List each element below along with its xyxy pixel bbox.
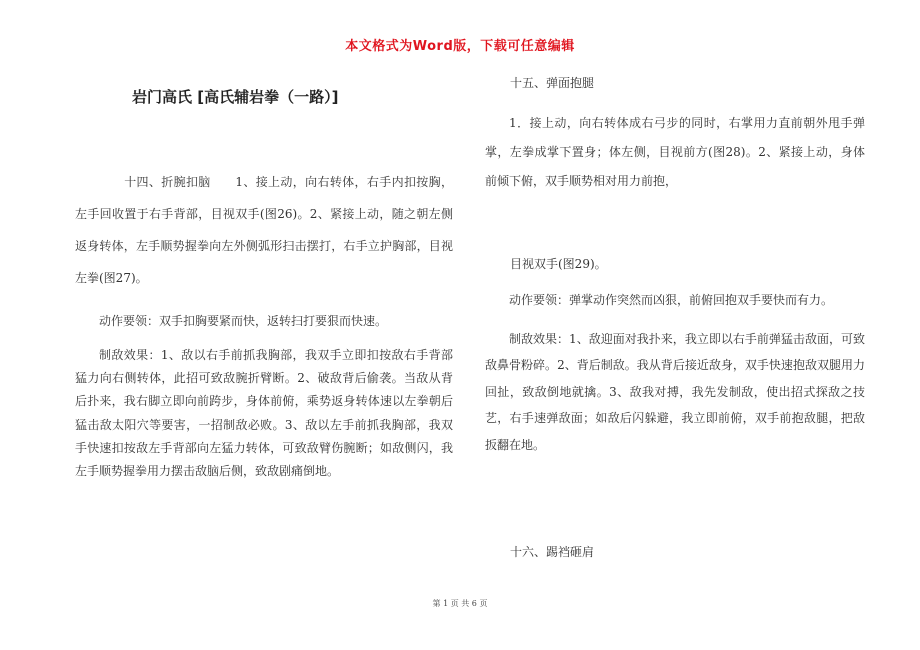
key-points-paragraph-right: 动作要领：弹掌动作突然而凶狠，前俯回抱双手要快而有力。 — [509, 293, 834, 307]
section-15-paragraph: 1．接上动，向右转体成右弓步的同时，右掌用力直前朝外甩手弹掌，左拳成掌下置身；体左侧，目视前方(图28)。2、紧接上动，身体前倾下俯，双手顺势相对用力前抱， — [485, 116, 865, 188]
combat-effect-paragraph-right: 制敌效果：1、敌迎面对我扑来，我立即以右手前弹猛击敌面，可致敌鼻骨粉碎。2、背后制敌。我从背后接近敌身，双手快速抱敌双腿用力回扯，致敌倒地就擒。3、敌我对搏，我先发制敌，使出招式探敌之技艺，右手速弹敌面；如敌后闪躲避，我立即前俯，双手前抱敌腿，把敌扳翻在地。 — [485, 332, 865, 452]
document-title: 岩门高氏 [高氏辅岩拳（一路）] — [132, 88, 339, 106]
section-16-heading: 十六、踢裆砸肩 — [510, 545, 595, 559]
key-points-paragraph: 动作要领：双手扣胸要紧而快，返转扫打要狠而快速。 — [99, 314, 388, 328]
eyes-on-hands-paragraph: 目视双手(图29)。 — [510, 257, 607, 271]
section-14-paragraph: 十四、折腕扣脑 1、接上动，向右转体，右手内扣按胸，左手回收置于右手背部，目视双手(图26)。2、紧接上动，随之朝左侧返身转体，左手顺势握拳向左外侧弧形扫击摆打，右手立护胸部，目视左拳(图27)。 — [75, 175, 453, 285]
page-number: 第 1 页 共 6 页 — [432, 599, 488, 608]
combat-effect-paragraph: 制敌效果：1、敌以右手前抓我胸部，我双手立即扣按敌右手背部猛力向右侧转体，此招可致敌腕折臂断。2、破敌背后偷袭。当敌从背后扑来，我右脚立即向前跨步，身体前俯，乘势返身转体速以左拳朝后猛击敌太阳穴等要害，一招制敌必败。3、敌以左手前抓我胸部，我双手快速扣按敌左手背部向左猛力转体，可致敌臂伤腕断；如敌侧闪，我左手顺势握拳用力摆击敌脑后侧，致敌剧痛倒地。 — [75, 348, 453, 479]
section-15-heading: 十五、弹面抱腿 — [510, 76, 595, 90]
word-format-banner: 本文格式为Word版，下载可任意编辑 — [345, 39, 575, 54]
